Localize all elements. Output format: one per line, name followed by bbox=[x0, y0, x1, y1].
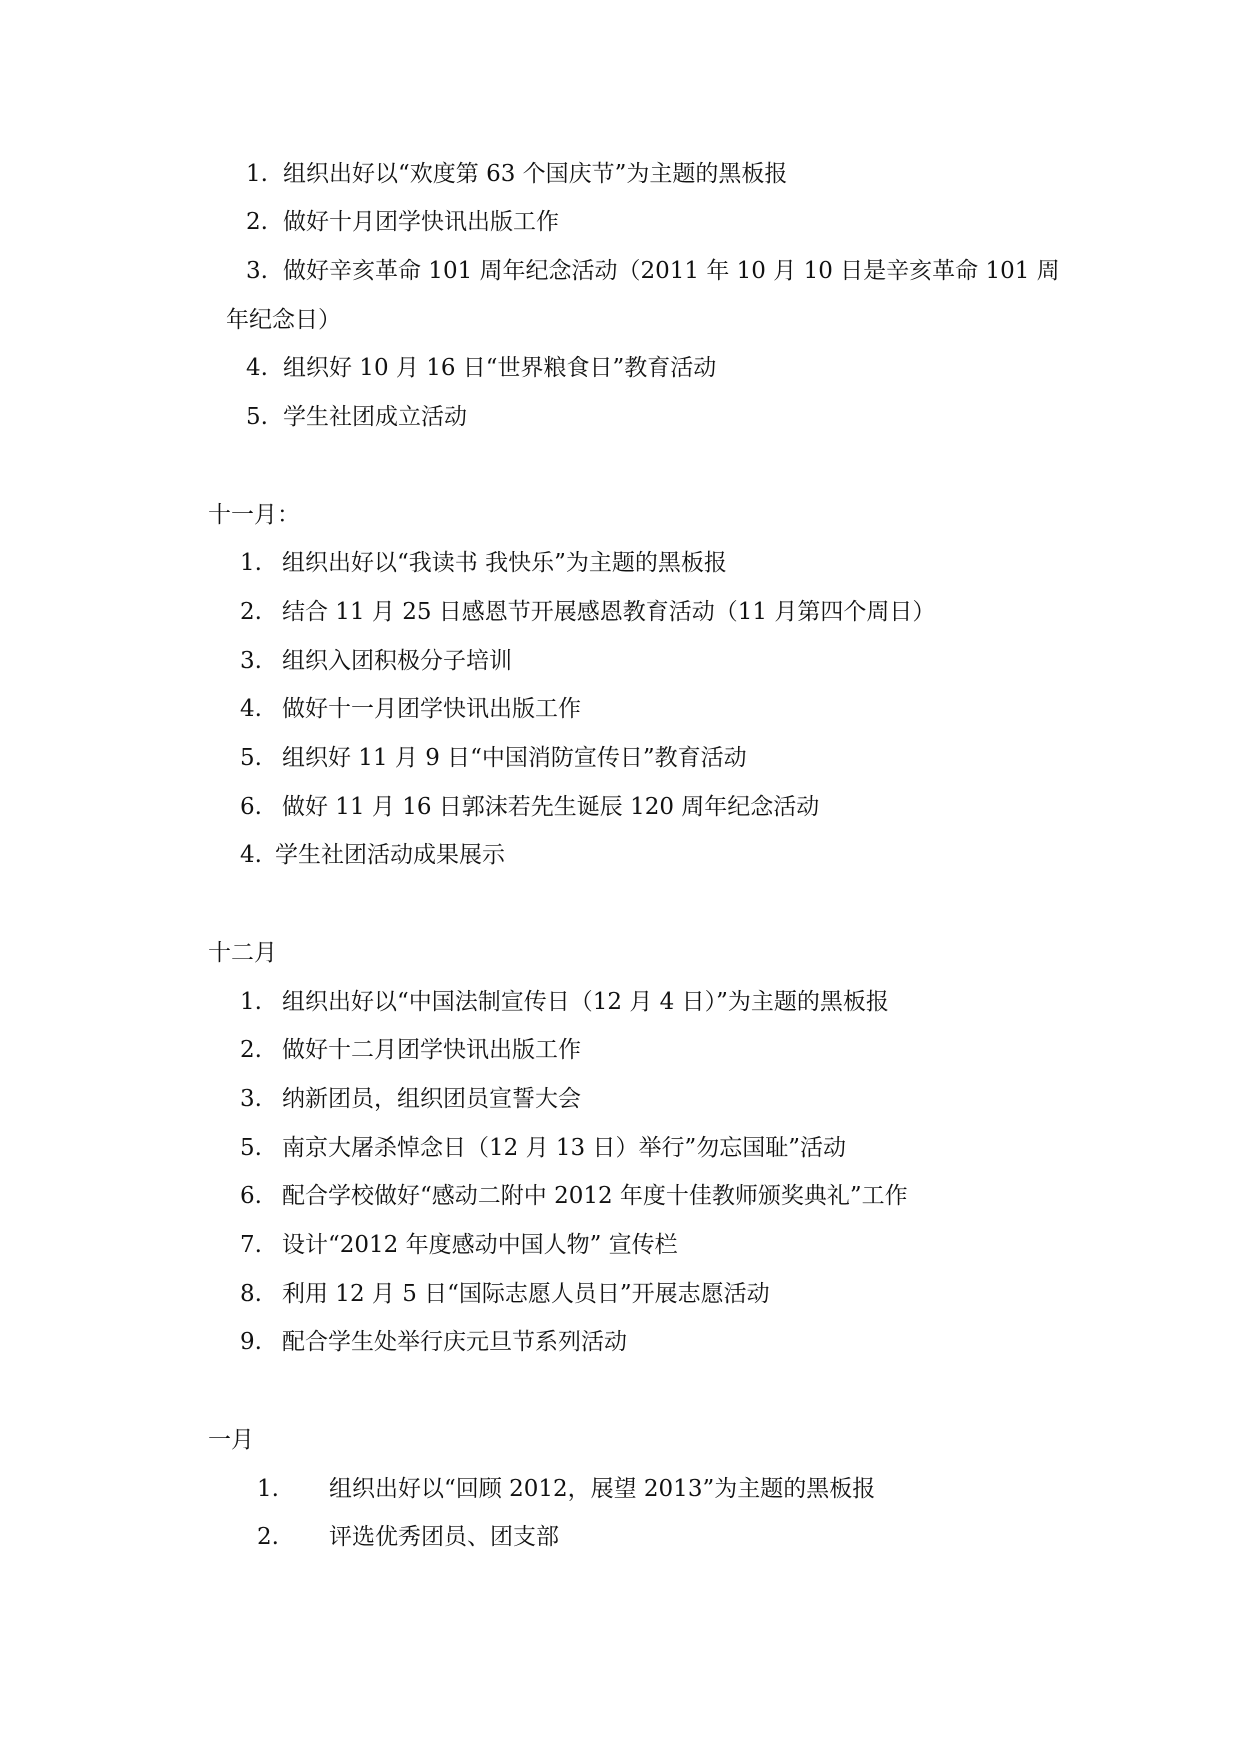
list-text: 做好 11 月 16 日郭沫若先生诞辰 120 周年纪念活动 bbox=[282, 794, 820, 820]
section-heading-january: 一月 bbox=[208, 1427, 254, 1453]
list-number: 4. bbox=[240, 842, 262, 868]
list-text: 组织好 11 月 9 日“中国消防宣传日”教育活动 bbox=[282, 745, 747, 771]
list-number: 5. bbox=[246, 404, 268, 430]
list-number: 1. bbox=[246, 161, 268, 187]
list-text: 组织出好以“回顾 2012，展望 2013”为主题的黑板报 bbox=[329, 1476, 876, 1502]
list-number: 2. bbox=[257, 1524, 279, 1550]
list-number: 2. bbox=[240, 1037, 262, 1063]
list-text: 南京大屠杀悼念日（12 月 13 日）举行”勿忘国耻”活动 bbox=[282, 1135, 846, 1161]
list-number: 5. bbox=[240, 745, 262, 771]
list-number: 6. bbox=[240, 794, 262, 820]
list-number: 2. bbox=[246, 209, 268, 235]
list-number: 7. bbox=[240, 1232, 262, 1258]
list-number: 3. bbox=[246, 258, 268, 284]
list-text: 做好十月团学快讯出版工作 bbox=[283, 209, 559, 235]
list-text: 组织出好以“我读书 我快乐”为主题的黑板报 bbox=[282, 550, 727, 576]
list-text: 做好辛亥革命 101 周年纪念活动（2011 年 10 月 10 日是辛亥革命 101 周 bbox=[283, 258, 1060, 284]
list-text: 结合 11 月 25 日感恩节开展感恩教育活动（11 月第四个周日） bbox=[282, 599, 936, 625]
list-text: 设计“2012 年度感动中国人物” 宣传栏 bbox=[282, 1232, 678, 1258]
list-number: 5. bbox=[240, 1135, 262, 1161]
section-heading-december: 十二月 bbox=[208, 940, 277, 966]
list-text: 做好十一月团学快讯出版工作 bbox=[282, 696, 581, 722]
list-text: 学生社团活动成果展示 bbox=[275, 842, 505, 868]
list-number: 1. bbox=[240, 550, 262, 576]
list-text: 做好十二月团学快讯出版工作 bbox=[282, 1037, 581, 1063]
list-number: 4. bbox=[246, 355, 268, 381]
list-text: 配合学校做好“感动二附中 2012 年度十佳教师颁奖典礼”工作 bbox=[282, 1183, 908, 1209]
list-text-continuation: 年纪念日） bbox=[226, 307, 341, 333]
list-number: 6. bbox=[240, 1183, 262, 1209]
list-text: 组织出好以“欢度第 63 个国庆节”为主题的黑板报 bbox=[283, 161, 788, 187]
list-number: 9. bbox=[240, 1329, 262, 1355]
list-text: 组织入团积极分子培训 bbox=[282, 648, 512, 674]
list-number: 4. bbox=[240, 696, 262, 722]
list-text: 利用 12 月 5 日“国际志愿人员日”开展志愿活动 bbox=[282, 1281, 770, 1307]
list-number: 1. bbox=[240, 989, 262, 1015]
list-text: 学生社团成立活动 bbox=[283, 404, 467, 430]
list-text: 组织出好以“中国法制宣传日（12 月 4 日）”为主题的黑板报 bbox=[282, 989, 889, 1015]
list-number: 3. bbox=[240, 1086, 262, 1112]
list-text: 纳新团员，组织团员宣誓大会 bbox=[282, 1086, 581, 1112]
list-number: 1. bbox=[257, 1476, 279, 1502]
list-text: 评选优秀团员、团支部 bbox=[329, 1524, 559, 1550]
list-number: 3. bbox=[240, 648, 262, 674]
list-number: 8. bbox=[240, 1281, 262, 1307]
list-text: 配合学生处举行庆元旦节系列活动 bbox=[282, 1329, 627, 1355]
list-number: 2. bbox=[240, 599, 262, 625]
list-text: 组织好 10 月 16 日“世界粮食日”教育活动 bbox=[283, 355, 717, 381]
section-heading-november: 十一月： bbox=[208, 502, 300, 528]
